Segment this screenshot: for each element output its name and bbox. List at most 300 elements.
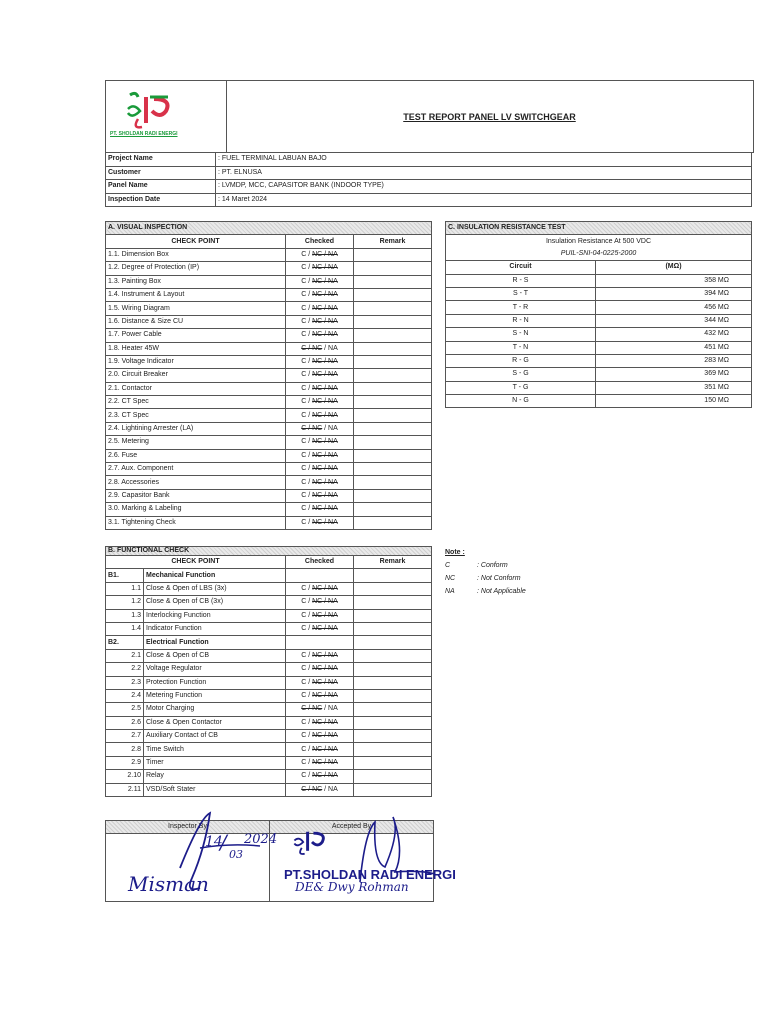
- checked-value: C /: [301, 745, 313, 753]
- table-row: [106, 703, 432, 716]
- remark-cell: [354, 449, 432, 462]
- checked-value: C /: [301, 291, 313, 299]
- check-point: Relay: [144, 770, 286, 783]
- checked-value: C /: [301, 611, 313, 619]
- check-point: 2.4. Lightining Arrester (LA): [106, 422, 286, 435]
- stamp-logo-icon: [290, 822, 334, 862]
- check-point: 2.8. Accessories: [106, 476, 286, 489]
- item-number: 1.1: [106, 582, 144, 595]
- checked-cell: [286, 396, 354, 409]
- checked-cell: [286, 489, 354, 502]
- check-point: 2.7. Aux. Component: [106, 463, 286, 476]
- table-row: [106, 716, 432, 729]
- item-number: 2.6: [106, 716, 144, 729]
- circuit-cell: S - N: [446, 328, 596, 341]
- check-point: 1.2. Degree of Protection (IP): [106, 262, 286, 275]
- checked-value: C /: [301, 678, 313, 686]
- checked-cell: [286, 436, 354, 449]
- checked-value: C /: [301, 692, 313, 700]
- check-point: Timer: [144, 756, 286, 769]
- checked-value: C /: [301, 438, 313, 446]
- struck-value: NC / NA: [312, 250, 338, 258]
- checked-value: C /: [301, 465, 313, 473]
- remark-cell: [354, 436, 432, 449]
- table-row: [106, 275, 432, 288]
- inspector-label: Inspector By: [168, 823, 207, 830]
- table-row: [106, 382, 432, 395]
- remark-cell: [354, 622, 432, 635]
- note-item: [445, 559, 526, 572]
- struck-value: NC / NA: [312, 398, 338, 406]
- remark-cell: [354, 369, 432, 382]
- checked-value: / NA: [322, 344, 338, 352]
- checked-value: / NA: [322, 425, 338, 433]
- table-row: [106, 783, 432, 796]
- checked-value: C /: [301, 277, 313, 285]
- checked-cell: [286, 716, 354, 729]
- table-row: [106, 449, 432, 462]
- group-code: B2.: [106, 636, 144, 649]
- check-point: 2.2. CT Spec: [106, 396, 286, 409]
- item-number: 2.2: [106, 663, 144, 676]
- remark-cell: [354, 516, 432, 529]
- remark-cell: [354, 730, 432, 743]
- check-point: 2.6. Fuse: [106, 449, 286, 462]
- table-row: [446, 314, 752, 327]
- struck-value: NC / NA: [312, 451, 338, 459]
- remark-cell: [354, 582, 432, 595]
- checked-cell: [286, 449, 354, 462]
- checked-cell: [286, 409, 354, 422]
- col-value: (MΩ): [596, 261, 752, 274]
- checked-cell: [286, 503, 354, 516]
- checked-value: C /: [301, 598, 313, 606]
- circuit-cell: S - G: [446, 368, 596, 381]
- checked-cell: [286, 582, 354, 595]
- struck-value: NC / NA: [312, 772, 338, 780]
- checked-value: C /: [301, 331, 313, 339]
- check-point: 2.5. Metering: [106, 436, 286, 449]
- remark-cell: [354, 676, 432, 689]
- table-row: [106, 582, 432, 595]
- table-row: [106, 689, 432, 702]
- table-row: [106, 302, 432, 315]
- table-row: [106, 288, 432, 301]
- inspector-name: Misman: [128, 872, 209, 896]
- table-row: [106, 676, 432, 689]
- info-row: [106, 180, 752, 194]
- checked-cell: [286, 609, 354, 622]
- item-number: 2.7: [106, 730, 144, 743]
- check-point: 2.9. Capasitor Bank: [106, 489, 286, 502]
- table-row: [106, 596, 432, 609]
- checked-cell: [286, 689, 354, 702]
- check-point: 1.8. Heater 45W: [106, 342, 286, 355]
- functional-check-table: [105, 546, 432, 797]
- circuit-cell: N - G: [446, 395, 596, 408]
- table-row: [446, 395, 752, 408]
- struck-value: NC / NA: [312, 331, 338, 339]
- struck-value: NC / NA: [312, 665, 338, 673]
- checked-value: C /: [301, 665, 313, 673]
- remark-cell: [354, 743, 432, 756]
- table-row: [106, 663, 432, 676]
- remark-cell: [354, 409, 432, 422]
- remark-cell: [354, 422, 432, 435]
- struck-value: NC / NA: [312, 304, 338, 312]
- table-row: [106, 622, 432, 635]
- note-item: [445, 572, 526, 585]
- circuit-cell: R - G: [446, 354, 596, 367]
- checked-cell: [286, 369, 354, 382]
- info-value: : LVMDP, MCC, CAPASITOR BANK (INDOOR TYPE): [216, 180, 752, 194]
- remark-cell: [354, 489, 432, 502]
- checked-cell: [286, 676, 354, 689]
- item-number: 1.3: [106, 609, 144, 622]
- info-row: [106, 193, 752, 207]
- resistance-cell: 344 MΩ: [596, 314, 752, 327]
- checked-cell: [286, 596, 354, 609]
- item-number: 2.4: [106, 689, 144, 702]
- table-row: [106, 756, 432, 769]
- struck-value: C / NC: [301, 344, 323, 352]
- checked-cell: [286, 783, 354, 796]
- table-row: [106, 476, 432, 489]
- section-title: C. INSULATION RESISTANCE TEST: [446, 222, 752, 235]
- resistance-cell: 432 MΩ: [596, 328, 752, 341]
- struck-value: NC / NA: [312, 358, 338, 366]
- checked-cell: [286, 262, 354, 275]
- struck-value: NC / NA: [312, 745, 338, 753]
- check-point: Auxiliary Contact of CB: [144, 730, 286, 743]
- note-title: Note :: [445, 549, 465, 556]
- remark-cell: [354, 396, 432, 409]
- check-point: 1.1. Dimension Box: [106, 248, 286, 261]
- checked-cell: [286, 730, 354, 743]
- info-label: Inspection Date: [106, 193, 216, 207]
- resistance-cell: 369 MΩ: [596, 368, 752, 381]
- table-row: [106, 355, 432, 368]
- resistance-cell: 283 MΩ: [596, 354, 752, 367]
- checked-cell: [286, 649, 354, 662]
- checked-value: / NA: [322, 705, 338, 713]
- resistance-cell: 150 MΩ: [596, 395, 752, 408]
- group-code: B1.: [106, 569, 144, 582]
- struck-value: C / NC: [301, 425, 323, 433]
- note-text: : Not Applicable: [477, 588, 526, 595]
- note-code: NA: [445, 588, 455, 595]
- checked-value: C /: [301, 651, 313, 659]
- remark-cell: [354, 275, 432, 288]
- checked-value: C /: [301, 518, 313, 526]
- col-check-point: CHECK POINT: [106, 556, 286, 569]
- info-row: [106, 166, 752, 180]
- info-label: Project Name: [106, 153, 216, 167]
- remark-cell: [354, 329, 432, 342]
- struck-value: NC / NA: [312, 732, 338, 740]
- check-point: Close & Open of LBS (3x): [144, 582, 286, 595]
- item-number: 2.3: [106, 676, 144, 689]
- remark-cell: [354, 649, 432, 662]
- table-row: [106, 649, 432, 662]
- section-title: A. VISUAL INSPECTION: [106, 222, 432, 235]
- check-point: 1.5. Wiring Diagram: [106, 302, 286, 315]
- resistance-cell: 394 MΩ: [596, 287, 752, 300]
- circuit-cell: R - S: [446, 274, 596, 287]
- info-row: [106, 153, 752, 167]
- table-row: [446, 274, 752, 287]
- col-checked: Checked: [286, 235, 354, 248]
- checked-cell: [286, 288, 354, 301]
- checked-cell: [286, 329, 354, 342]
- struck-value: C / NC: [301, 705, 323, 713]
- struck-value: NC / NA: [312, 692, 338, 700]
- check-point: Interlocking Function: [144, 609, 286, 622]
- info-label: Customer: [106, 166, 216, 180]
- col-remark: Remark: [354, 556, 432, 569]
- info-value: : PT. ELNUSA: [216, 166, 752, 180]
- remark-cell: [354, 382, 432, 395]
- table-row: [106, 342, 432, 355]
- check-point: 2.3. CT Spec: [106, 409, 286, 422]
- table-row: [106, 463, 432, 476]
- resistance-cell: 451 MΩ: [596, 341, 752, 354]
- struck-value: NC / NA: [312, 371, 338, 379]
- sre-logo-icon: [122, 89, 182, 133]
- remark-cell: [354, 315, 432, 328]
- table-row: [446, 341, 752, 354]
- checked-value: C /: [301, 718, 313, 726]
- struck-value: NC / NA: [312, 492, 338, 499]
- checked-value: C /: [301, 451, 313, 459]
- insulation-standard: PUIL-SNI-04-0225-2000: [446, 248, 752, 261]
- checked-value: C /: [301, 759, 313, 767]
- checked-value: C /: [301, 317, 313, 325]
- checked-value: C /: [301, 358, 313, 366]
- checked-cell: [286, 355, 354, 368]
- table-row: [446, 381, 752, 394]
- company-stamp: PT.SHOLDAN RADI ENERGI: [284, 867, 456, 882]
- struck-value: NC / NA: [312, 678, 338, 686]
- note-item: [445, 585, 526, 598]
- item-number: 1.4: [106, 622, 144, 635]
- checked-cell: [286, 516, 354, 529]
- struck-value: NC / NA: [312, 384, 338, 392]
- checked-cell: [286, 770, 354, 783]
- col-check-point: CHECK POINT: [106, 235, 286, 248]
- table-row: [106, 422, 432, 435]
- check-point: 1.6. Distance & Size CU: [106, 315, 286, 328]
- remark-cell: [354, 663, 432, 676]
- table-row: [106, 409, 432, 422]
- info-label: Panel Name: [106, 180, 216, 194]
- table-row: [106, 396, 432, 409]
- col-circuit: Circuit: [446, 261, 596, 274]
- group-name: Mechanical Function: [144, 569, 286, 582]
- item-number: 2.1: [106, 649, 144, 662]
- resistance-cell: 456 MΩ: [596, 301, 752, 314]
- table-row: [106, 503, 432, 516]
- col-checked: Checked: [286, 556, 354, 569]
- checked-cell: [286, 275, 354, 288]
- table-row: [106, 770, 432, 783]
- remark-cell: [354, 770, 432, 783]
- resistance-cell: 358 MΩ: [596, 274, 752, 287]
- table-row: [446, 301, 752, 314]
- note-code: C: [445, 562, 451, 569]
- check-point: Motor Charging: [144, 703, 286, 716]
- checked-cell: [286, 315, 354, 328]
- note-code: NC: [445, 575, 456, 582]
- info-value: : 14 Maret 2024: [216, 193, 752, 207]
- checked-cell: [286, 622, 354, 635]
- circuit-cell: T - N: [446, 341, 596, 354]
- struck-value: NC / NA: [312, 317, 338, 325]
- checked-value: C /: [301, 371, 313, 379]
- table-row: [106, 248, 432, 261]
- check-point: 2.0. Circuit Breaker: [106, 369, 286, 382]
- visual-inspection-table: [105, 221, 432, 530]
- remark-cell: [354, 342, 432, 355]
- table-row: [106, 436, 432, 449]
- remark-cell: [354, 609, 432, 622]
- check-point: 1.4. Instrument & Layout: [106, 288, 286, 301]
- table-row: [446, 368, 752, 381]
- struck-value: NC / NA: [312, 584, 338, 592]
- remark-cell: [354, 302, 432, 315]
- checked-value: C /: [301, 505, 313, 513]
- checked-cell: [286, 342, 354, 355]
- report-header: [105, 80, 754, 153]
- table-row: [446, 287, 752, 300]
- remark-cell: [354, 596, 432, 609]
- remark-cell: [354, 756, 432, 769]
- check-point: 3.1. Tightening Check: [106, 516, 286, 529]
- checked-cell: [286, 422, 354, 435]
- remark-cell: [354, 503, 432, 516]
- accepted-name: DE& Dwy Rohman: [295, 880, 409, 894]
- struck-value: NC / NA: [312, 598, 338, 606]
- project-info-table: [105, 152, 752, 207]
- struck-value: NC / NA: [312, 465, 338, 473]
- signature-year: 2024: [244, 832, 278, 847]
- check-point: Close & Open Contactor: [144, 716, 286, 729]
- table-row: [106, 516, 432, 529]
- remark-cell: [354, 689, 432, 702]
- struck-value: NC / NA: [312, 264, 338, 272]
- circuit-cell: S - T: [446, 287, 596, 300]
- accepted-label: Accepted By: [331, 823, 372, 830]
- remark-cell: [354, 716, 432, 729]
- resistance-cell: 351 MΩ: [596, 381, 752, 394]
- table-row: [106, 609, 432, 622]
- checked-cell: [286, 382, 354, 395]
- insulation-subtitle: Insulation Resistance At 500 VDC: [446, 235, 752, 248]
- table-row: [106, 730, 432, 743]
- section-title: B. FUNCTIONAL CHECK: [106, 547, 432, 556]
- struck-value: NC / NA: [312, 411, 338, 419]
- item-number: 2.8: [106, 743, 144, 756]
- check-point: 2.1. Contactor: [106, 382, 286, 395]
- item-number: 2.5: [106, 703, 144, 716]
- struck-value: NC / NA: [312, 625, 338, 633]
- circuit-cell: R - N: [446, 314, 596, 327]
- check-point: Time Switch: [144, 743, 286, 756]
- table-row: [106, 743, 432, 756]
- struck-value: NC / NA: [312, 505, 338, 513]
- remark-cell: [354, 288, 432, 301]
- struck-value: NC / NA: [312, 478, 338, 486]
- remark-cell: [354, 703, 432, 716]
- checked-value: / NA: [322, 785, 338, 793]
- checked-cell: [286, 663, 354, 676]
- check-point: Close & Open of CB (3x): [144, 596, 286, 609]
- checked-value: C /: [301, 732, 313, 740]
- circuit-cell: T - G: [446, 381, 596, 394]
- checked-value: C /: [301, 384, 313, 392]
- checked-value: C /: [301, 478, 313, 486]
- checked-value: C /: [301, 250, 313, 258]
- table-row: [106, 489, 432, 502]
- insulation-test-table: [445, 221, 752, 408]
- table-row: [106, 369, 432, 382]
- remark-cell: [354, 262, 432, 275]
- note-text: : Conform: [477, 562, 508, 569]
- remark-cell: [354, 248, 432, 261]
- item-number: 2.11: [106, 783, 144, 796]
- check-point: Protection Function: [144, 676, 286, 689]
- note-text: : Not Conform: [477, 575, 521, 582]
- check-point: 3.0. Marking & Labeling: [106, 503, 286, 516]
- checked-cell: [286, 743, 354, 756]
- signature-day: 14: [205, 834, 223, 850]
- checked-cell: [286, 476, 354, 489]
- table-row: [106, 315, 432, 328]
- checked-cell: [286, 756, 354, 769]
- table-row: [446, 328, 752, 341]
- remark-cell: [354, 355, 432, 368]
- checked-cell: [286, 248, 354, 261]
- struck-value: NC / NA: [312, 438, 338, 446]
- remark-cell: [354, 463, 432, 476]
- table-row: [106, 329, 432, 342]
- checked-value: C /: [301, 584, 313, 592]
- check-point: Indicator Function: [144, 622, 286, 635]
- struck-value: NC / NA: [312, 718, 338, 726]
- report-title: TEST REPORT PANEL LV SWITCHGEAR: [403, 111, 576, 122]
- item-number: 2.9: [106, 756, 144, 769]
- checked-value: C /: [301, 264, 313, 272]
- circuit-cell: T - R: [446, 301, 596, 314]
- info-value: : FUEL TERMINAL LABUAN BAJO: [216, 153, 752, 167]
- checked-value: C /: [301, 625, 313, 633]
- struck-value: C / NC: [301, 785, 323, 793]
- struck-value: NC / NA: [312, 611, 338, 619]
- check-point: 1.9. Voltage Indicator: [106, 355, 286, 368]
- check-point: 1.7. Power Cable: [106, 329, 286, 342]
- col-remark: Remark: [354, 235, 432, 248]
- struck-value: NC / NA: [312, 291, 338, 299]
- table-row: [446, 354, 752, 367]
- legend-note: [445, 546, 526, 598]
- checked-cell: [286, 703, 354, 716]
- checked-value: C /: [301, 492, 313, 499]
- group-row: [106, 636, 432, 649]
- checked-value: C /: [301, 304, 313, 312]
- check-point: Voltage Regulator: [144, 663, 286, 676]
- remark-cell: [354, 476, 432, 489]
- struck-value: NC / NA: [312, 518, 338, 526]
